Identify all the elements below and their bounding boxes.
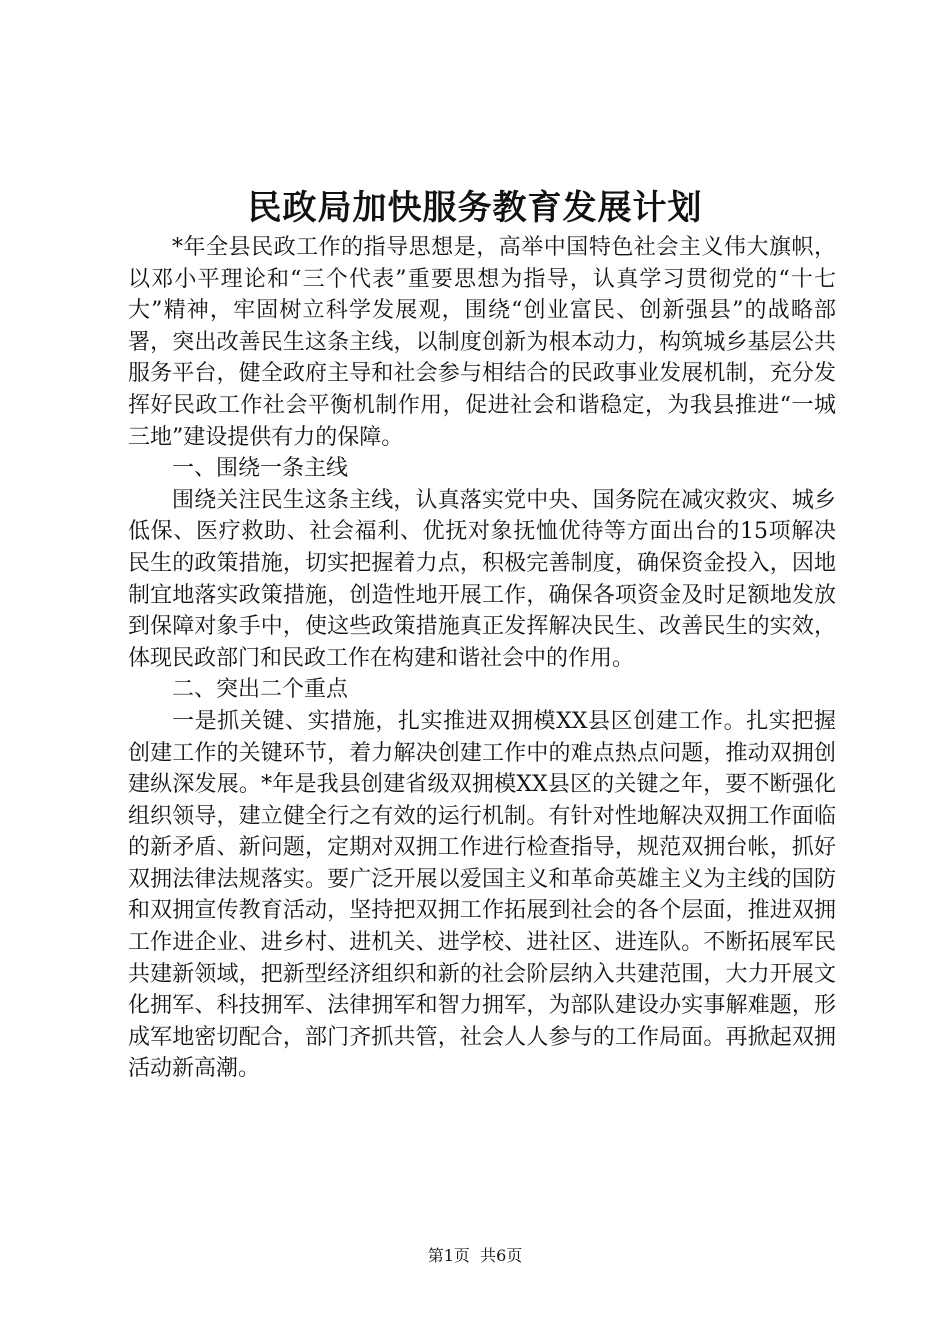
footer-separator bbox=[470, 1246, 480, 1265]
page-number-current: 第1页 bbox=[427, 1246, 470, 1265]
document-title: 民政局加快服务教育发展计划 bbox=[247, 188, 703, 228]
paragraph-guiding-ideology: *年全县民政工作的指导思想是，高举中国特色社会主义伟大旗帜，以邓小平理论和“三个代表”重要思想为指导，认真学习贯彻党的“十七大”精神，牢固树立科学发展观，围绕“创业富民、创新强县”的战略部署，突出改善民生这条主线，以制度创新为根本动力，构筑城乡基层公共服务平台，健全政府主导和社会参与相结合的民政事业发展机制，充分发挥好民政工作社会平衡机制作用，促进社会和谐稳定，为我县推进“一城三地”建设提供有力的保障。 bbox=[128, 235, 836, 450]
page-number-total: 共6页 bbox=[480, 1246, 523, 1265]
section-heading-2: 二、突出二个重点 bbox=[172, 677, 349, 703]
document-body bbox=[128, 232, 836, 1085]
paragraph-section-2: 一是抓关键、实措施，扎实推进双拥模XX县区创建工作。扎实把握创建工作的关键环节，着力解决创建工作中的难点热点问题，推动双拥创建纵深发展。*年是我县创建省级双拥模XX县区的关键之年，要不断强化组织领导，建立健全行之有效的运行机制。有针对性地解决双拥工作面临的新矛盾、新问题，定期对双拥工作进行检查指导，规范双拥台帐，抓好双拥法律法规落实。要广泛开展以爱国主义和革命英雄主义为主线的国防和双拥宣传教育活动，坚持把双拥工作拓展到社会的各个层面，推进双拥工作进企业、进乡村、进机关、进学校、进社区、进连队。不断拓展军民共建新领域，把新型经济组织和新的社会阶层纳入共建范围，大力开展文化拥军、科技拥军、法律拥军和智力拥军，为部队建设办实事解难题，形成军地密切配合，部门齐抓共管，社会人人参与的工作局面。再掀起双拥活动新高潮。 bbox=[128, 708, 836, 1082]
section-heading-1: 一、围绕一条主线 bbox=[172, 456, 349, 482]
paragraph-section-1: 围绕关注民生这条主线，认真落实党中央、国务院在减灾救灾、城乡低保、医疗救助、社会福利、优抚对象抚恤优待等方面出台的15项解决民生的政策措施，切实把握着力点，积极完善制度，确保资金投入，因地制宜地落实政策措施，创造性地开展工作，确保各项资金及时足额地发放到保障对象手中，使这些政策措施真正发挥解决民生、改善民生的实效，体现民政部门和民政工作在构建和谐社会中的作用。 bbox=[128, 487, 836, 671]
page-footer bbox=[0, 1246, 950, 1266]
